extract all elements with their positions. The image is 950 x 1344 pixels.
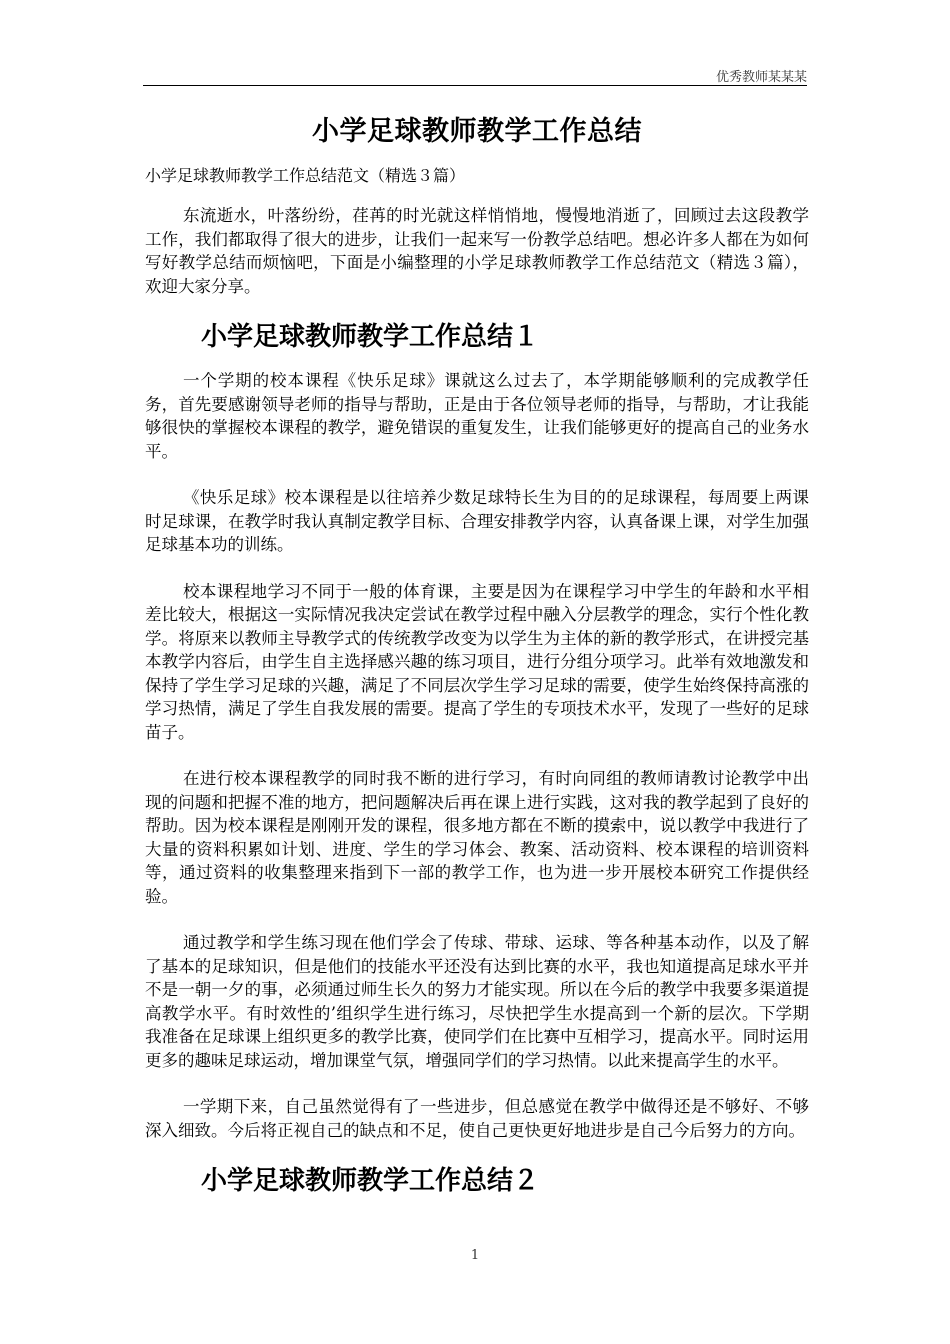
section1-paragraph: 一学期下来，自己虽然觉得有了一些进步，但总感觉在教学中做得还是不够好、不够深入细致。今后将正视自己的缺点和不足，使自己更快更好地进步是自己今后努力的方向。 (145, 1097, 809, 1140)
document-subtitle: 小学足球教师教学工作总结范文（精选３篇） (145, 166, 466, 185)
document-title: 小学足球教师教学工作总结 (312, 116, 642, 147)
header-divider (143, 85, 807, 86)
header-author: 优秀教师某某某 (715, 70, 807, 85)
section1-paragraph: 校本课程地学习不同于一般的体育课，主要是因为在课程学习中学生的年龄和水平相差比较大，根据这一实际情况我决定尝试在教学过程中融入分层教学的理念，实行个性化教学。将原来以教师主导教学式的传统教学改变为以学生为主体的新的教学形式，在讲授完基本教学内容后，由学生自主选择感兴趣的练习项目，进行分组分项学习。此举有效地激发和保持了学生学习足球的兴趣，满足了不同层次学生学习足球的需要，使学生始终保持高涨的学习热情，满足了学生自我发展的需要。提高了学生的专项技术水平，发现了一些好的足球苗子。 (145, 581, 809, 742)
section1-paragraph: 《快乐足球》校本课程是以往培养少数足球特长生为目的的足球课程，每周要上两课时足球课，在教学时我认真制定教学目标、合理安排教学内容，认真备课上课，对学生加强足球基本功的训练。 (145, 488, 809, 554)
section1-paragraph: 通过教学和学生练习现在他们学会了传球、带球、运球、等各种基本动作，以及了解了基本的足球知识，但是他们的技能水平还没有达到比赛的水平，我也知道提高足球水平并不是一朝一夕的事，必须通过师生长久的努力才能实现。所以在今后的教学中我要多渠道提高教学水平。有时效性的’组织学生进行练习，尽快把学生水提高到一个新的层次。下学期我准备在足球课上组织更多的教学比赛，使同学们在比赛中互相学习，提高水平。同时运用更多的趣味足球运动，增加课堂气氛，增强同学们的学习热情。以此来提高学生的水平。 (145, 933, 809, 1070)
section-heading-1: 小学足球教师教学工作总结１ (201, 322, 540, 352)
document-body (145, 112, 809, 1213)
intro-paragraph: 东流逝水，叶落纷纷，荏苒的时光就这样悄悄地，慢慢地消逝了，回顾过去这段教学工作，我们都取得了很大的进步，让我们一起来写一份教学总结吧。想必许多人都在为如何写好教学总结而烦恼吧，下面是小编整理的小学足球教师教学工作总结范文（精选３篇），欢迎大家分享。 (145, 206, 809, 296)
page-number: 1 (470, 1248, 480, 1263)
section1-paragraph: 在进行校本课程教学的同时我不断的进行学习，有时向同组的教师请教讨论教学中出现的问题和把握不准的地方，把问题解决后再在课上进行实践，这对我的教学起到了良好的帮助。因为校本课程是刚刚开发的课程，很多地方都在不断的摸索中，说以教学中我进行了大量的资料积累如计划、进度、学生的学习体会、教案、活动资料、校本课程的培训资料等，通过资料的收集整理来指到下一部的教学工作，也为进一步开展校本研究工作提供经验。 (145, 769, 809, 906)
section1-paragraph: 一个学期的校本课程《快乐足球》课就这么过去了，本学期能够顺利的完成教学任务，首先要感谢领导老师的指导与帮助，正是由于各位领导老师的指导，与帮助，才让我能够很快的掌握校本课程的教学，避免错误的重复发生，让我们能够更好的提高自己的业务水平。 (145, 371, 809, 461)
section-heading-2: 小学足球教师教学工作总结２ (201, 1166, 540, 1196)
